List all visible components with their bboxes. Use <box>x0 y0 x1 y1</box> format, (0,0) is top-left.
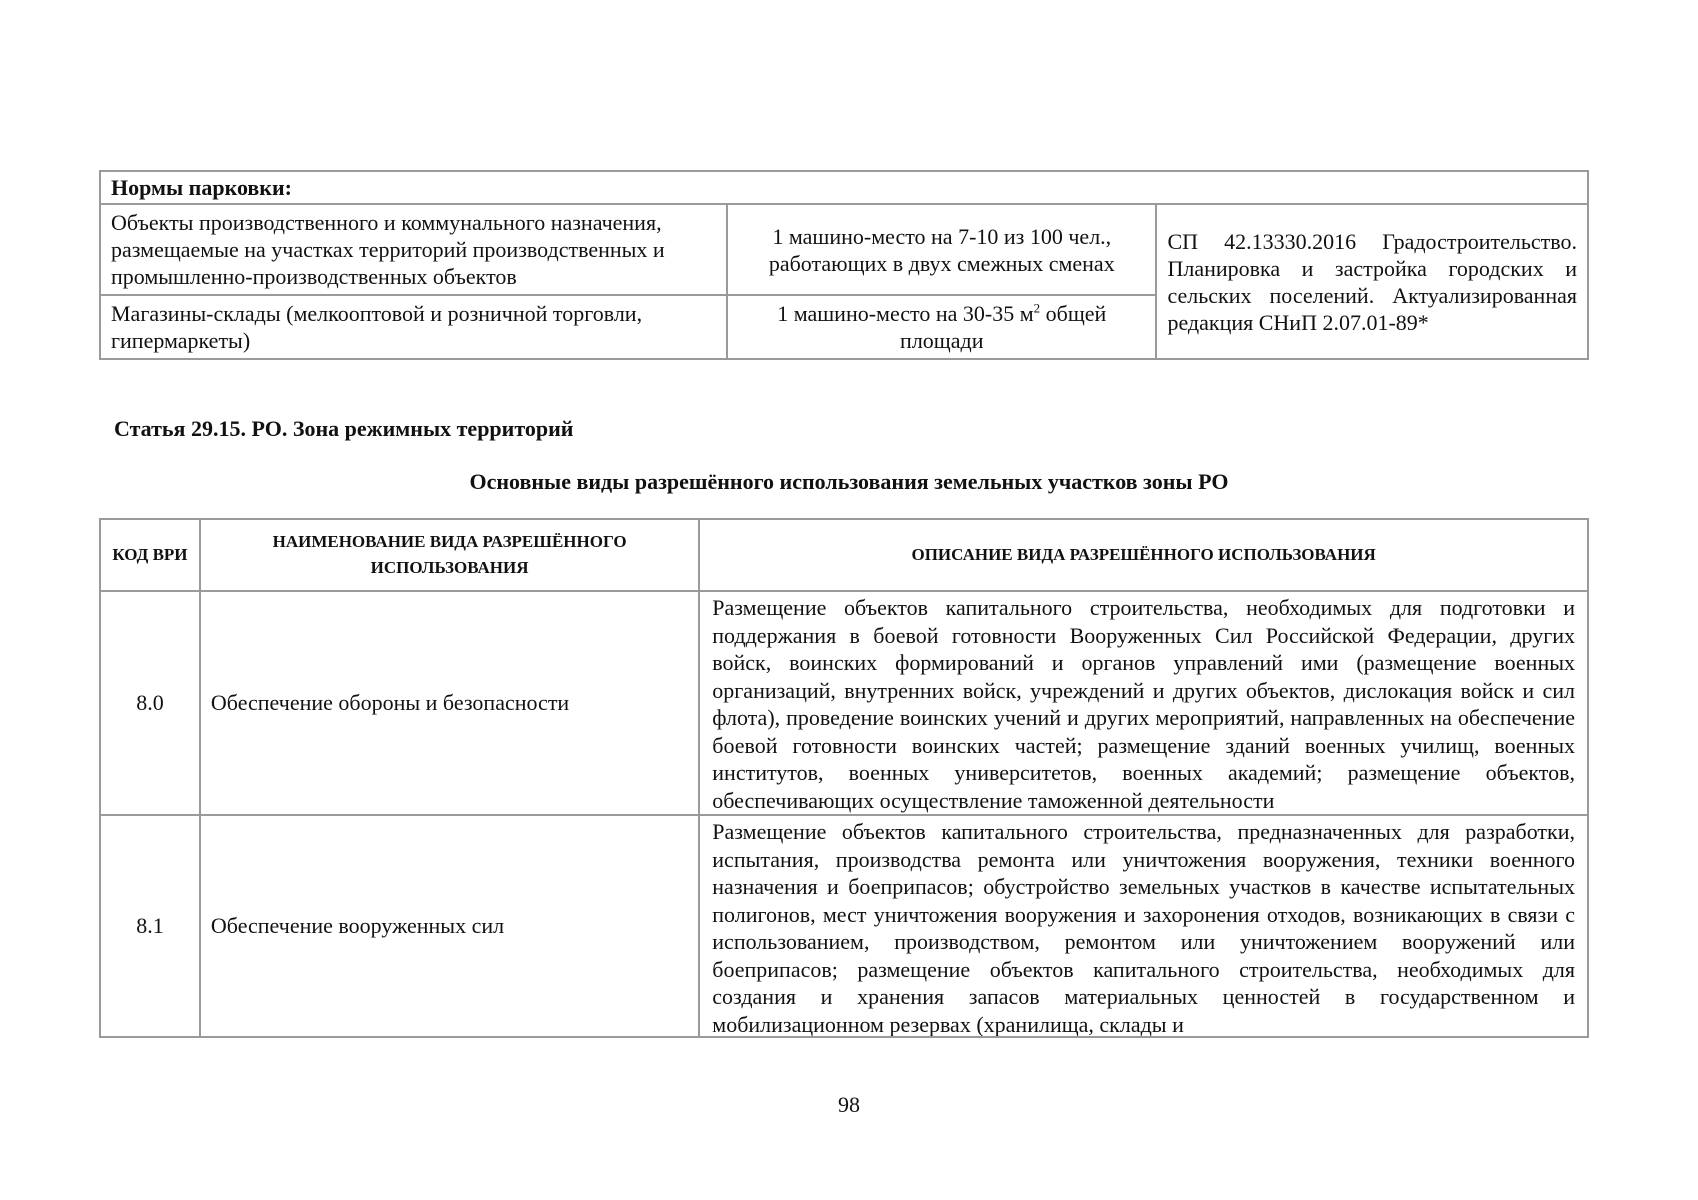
vri-name: Обеспечение обороны и безопасности <box>200 591 699 815</box>
parking-source-cell: СП 42.13330.2016 Градостроительство. Планировка и застройка городских и сельских поселений. Актуализированная редакция СНиП 2.07.01-89* <box>1156 204 1588 359</box>
table-row <box>100 815 1588 1037</box>
vri-description: Размещение объектов капитального строительства, предназначенных для разработки, испытания, производства ремонта или уничтожения вооружения, техники военного назначения и боеприпасов; обустройство земельных участков в качестве испытательных полигонов, мест уничтожения вооружения и захоронения отходов, возникающих в связи с использованием, производством, ремонтом или уничтожением вооружений или боеприпасов; размещение объектов капитального строительства, необходимых для создания и хранения запасов материальных ценностей в государственном и мобилизационном резервах (хранилища, склады и <box>712 819 1575 1036</box>
article-title: Статья 29.15. РО. Зона режимных территорий <box>114 416 574 441</box>
parking-norm-cell: 1 машино-место на 7-10 из 100 чел., работающих в двух смежных сменах <box>727 204 1156 295</box>
vri-name: Обеспечение вооруженных сил <box>200 815 699 1037</box>
vri-table <box>99 518 1589 1038</box>
parking-object-cell: Объекты производственного и коммунального назначения, размещаемые на участках территорий производственных и промышленно-производственных объектов <box>100 204 727 295</box>
vri-code: 8.1 <box>100 815 200 1037</box>
parking-object-cell: Магазины-склады (мелкооптовой и розничной торговли, гипермаркеты) <box>100 295 727 359</box>
column-header-description: ОПИСАНИЕ ВИДА РАЗРЕШЁННОГО ИСПОЛЬЗОВАНИЯ <box>699 519 1588 591</box>
page-number: 98 <box>838 1092 860 1117</box>
table-row <box>100 591 1588 815</box>
column-header-code: КОД ВРИ <box>100 519 200 591</box>
superscript: 2 <box>1033 300 1041 316</box>
column-header-name: НАИМЕНОВАНИЕ ВИДА РАЗРЕШЁННОГО ИСПОЛЬЗОВАНИЯ <box>200 519 699 591</box>
vri-description-cell <box>699 815 1588 1037</box>
parking-norm-cell <box>727 295 1156 359</box>
norm-text: 1 машино-место на 30-35 м <box>777 301 1034 326</box>
parking-header: Нормы парковки: <box>100 171 1588 204</box>
vri-description: Размещение объектов капитального строительства, необходимых для подготовки и поддержания в боевой готовности Вооруженных Сил Российской Федерации, других войск, воинских формирований и органов управлений ими (размещение военных организаций, внутренних войск, учреждений и других объектов, дислокация войск и сил флота), проведение воинских учений и других мероприятий, направленных на обеспечение боевой готовности воинских частей; размещение зданий военных училищ, военных институтов, военных университетов, военных академий; размещение объектов, обеспечивающих осуществление таможенной деятельности <box>699 591 1588 815</box>
parking-norms-table <box>99 170 1589 360</box>
section-subtitle: Основные виды разрешённого использования земельных участков зоны РО <box>469 469 1229 494</box>
norm-text: общей площади <box>900 301 1107 353</box>
vri-code: 8.0 <box>100 591 200 815</box>
